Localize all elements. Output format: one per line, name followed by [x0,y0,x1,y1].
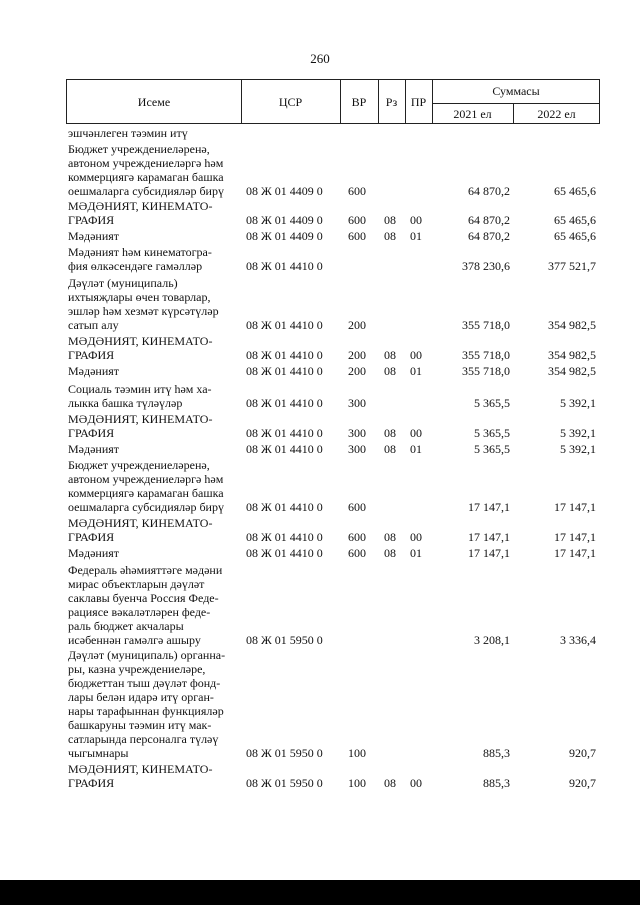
row-csr: 08 Ж 01 5950 0 [246,746,323,760]
row-name: МӘДӘНИЯТ, КИНЕМАТО- ГРАФИЯ [68,412,213,440]
row-sum-2021: 355 718,0 [462,318,510,332]
row-sum-2021: 64 870,2 [468,229,510,243]
page-number: 260 [310,51,330,66]
row-sum-2022: 354 982,5 [548,364,596,378]
row-pr: 01 [410,229,422,243]
row-name: Мәдәният һәм кинематогра- фия өлкәсендәге гамәлләр [68,245,212,273]
row-sum-2021: 17 147,1 [468,500,510,514]
row-csr: 08 Ж 01 4409 0 [246,184,323,198]
row-sum-2022: 354 982,5 [548,348,596,362]
row-rz: 08 [384,229,396,243]
header-rz: Рз [385,95,398,109]
row-csr: 08 Ж 01 4410 0 [246,426,323,440]
row-csr: 08 Ж 01 4410 0 [246,500,323,514]
row-sum-2022: 354 982,5 [548,318,596,332]
header-year-2022: 2022 ел [537,107,576,121]
row-sum-2022: 5 392,1 [560,426,596,440]
row-sum-2021: 355 718,0 [462,348,510,362]
row-divider [432,103,599,104]
row-sum-2021: 355 718,0 [462,364,510,378]
row-vr: 200 [348,364,366,378]
row-sum-2021: 885,3 [483,746,510,760]
table-header [66,79,600,124]
row-name: Федераль әһәмияттәге мәдәни мирас объектларын дәүләт саклавы буенча Россия Феде- рациясе вәкаләтләрен феде- раль бюджет акчалары исәбеннән гамәлгә ашыру [68,563,223,647]
row-name: Дәүләт (муниципаль) органна- ры, казна учреждениеләре, бюджеттан тыш дәүләт фонд- лары белән идарә итү орган- нары тарафыннан функцияләр башкаруны тәэмин итү мак- сатларында персоналга түләү чыгымнары [68,648,226,760]
row-csr: 08 Ж 01 4410 0 [246,442,323,456]
row-rz: 08 [384,348,396,362]
row-csr: 08 Ж 01 4409 0 [246,213,323,227]
row-csr: 08 Ж 01 5950 0 [246,776,323,790]
row-sum-2021: 17 147,1 [468,546,510,560]
row-csr: 08 Ж 01 4410 0 [246,546,323,560]
header-vr: ВР [351,95,367,109]
row-pr: 00 [410,213,422,227]
row-sum-2022: 65 465,6 [554,213,596,227]
row-sum-2022: 920,7 [569,746,596,760]
row-csr: 08 Ж 01 5950 0 [246,633,323,647]
row-vr: 600 [348,500,366,514]
row-vr: 100 [348,776,366,790]
row-sum-2022: 377 521,7 [548,259,596,273]
row-rz: 08 [384,546,396,560]
row-vr: 600 [348,229,366,243]
row-sum-2021: 378 230,6 [462,259,510,273]
row-name: МӘДӘНИЯТ, КИНЕМАТО- ГРАФИЯ [68,334,213,362]
row-pr: 01 [410,546,422,560]
row-pr: 00 [410,530,422,544]
row-sum-2021: 17 147,1 [468,530,510,544]
row-pr: 01 [410,364,422,378]
row-csr: 08 Ж 01 4410 0 [246,318,323,332]
row-vr: 600 [348,530,366,544]
row-sum-2021: 5 365,5 [474,442,510,456]
row-name: Бюджет учреждениеләренә, автоном учреждениеләргә һәм коммерциягә карамаган башка оешмаларга субсидияләр бирү [68,142,224,198]
row-rz: 08 [384,426,396,440]
row-name: Мәдәният [68,364,120,378]
row-vr: 300 [348,426,366,440]
row-sum-2021: 5 365,5 [474,426,510,440]
row-sum-2022: 65 465,6 [554,184,596,198]
row-rz: 08 [384,364,396,378]
row-name: Социаль тәэмин итү һәм ха- лыкка башка түләүләр [68,382,212,410]
header-sums: Суммасы [492,84,540,98]
row-csr: 08 Ж 01 4409 0 [246,229,323,243]
scan-bottom-edge [0,880,640,905]
row-sum-2022: 65 465,6 [554,229,596,243]
row-rz: 08 [384,776,396,790]
row-sum-2021: 64 870,2 [468,184,510,198]
row-csr: 08 Ж 01 4410 0 [246,348,323,362]
row-vr: 600 [348,184,366,198]
row-vr: 200 [348,348,366,362]
header-year-2021: 2021 ел [453,107,492,121]
row-name: МӘДӘНИЯТ, КИНЕМАТО- ГРАФИЯ [68,762,213,790]
row-pr: 00 [410,348,422,362]
header-name: Исеме [137,95,171,109]
row-name: Дәүләт (муниципаль) ихтыяҗлары өчен товарлар, эшләр һәм хезмәт күрсәтүләр сатып алу [68,276,219,332]
header-csr: ЦСР [278,95,303,109]
row-name: Бюджет учреждениеләренә, автоном учреждениеләргә һәм коммерциягә карамаган башка оешмаларга субсидияләр бирү [68,458,224,514]
row-csr: 08 Ж 01 4410 0 [246,530,323,544]
row-sum-2022: 17 147,1 [554,530,596,544]
row-pr: 00 [410,776,422,790]
row-vr: 300 [348,396,366,410]
row-sum-2021: 5 365,5 [474,396,510,410]
row-name: Мәдәният [68,442,120,456]
row-name: МӘДӘНИЯТ, КИНЕМАТО- ГРАФИЯ [68,516,213,544]
row-vr: 200 [348,318,366,332]
row-vr: 600 [348,546,366,560]
row-sum-2022: 3 336,4 [560,633,596,647]
row-name: Мәдәният [68,229,120,243]
row-pr: 00 [410,426,422,440]
row-vr: 100 [348,746,366,760]
row-csr: 08 Ж 01 4410 0 [246,396,323,410]
row-vr: 600 [348,213,366,227]
row-vr: 300 [348,442,366,456]
row-name: Мәдәният [68,546,120,560]
row-rz: 08 [384,442,396,456]
row-csr: 08 Ж 01 4410 0 [246,259,323,273]
header-pr: ПР [410,95,427,109]
row-sum-2022: 17 147,1 [554,546,596,560]
row-rz: 08 [384,213,396,227]
row-pr: 01 [410,442,422,456]
row-sum-2021: 3 208,1 [474,633,510,647]
row-sum-2022: 5 392,1 [560,442,596,456]
row-rz: 08 [384,530,396,544]
row-sum-2021: 885,3 [483,776,510,790]
row-name: МӘДӘНИЯТ, КИНЕМАТО- ГРАФИЯ [68,199,213,227]
row-sum-2022: 5 392,1 [560,396,596,410]
row-csr: 08 Ж 01 4410 0 [246,364,323,378]
row-name: эшчәнлеген тәэмин итү [68,126,188,140]
row-sum-2022: 17 147,1 [554,500,596,514]
row-sum-2021: 64 870,2 [468,213,510,227]
row-sum-2022: 920,7 [569,776,596,790]
